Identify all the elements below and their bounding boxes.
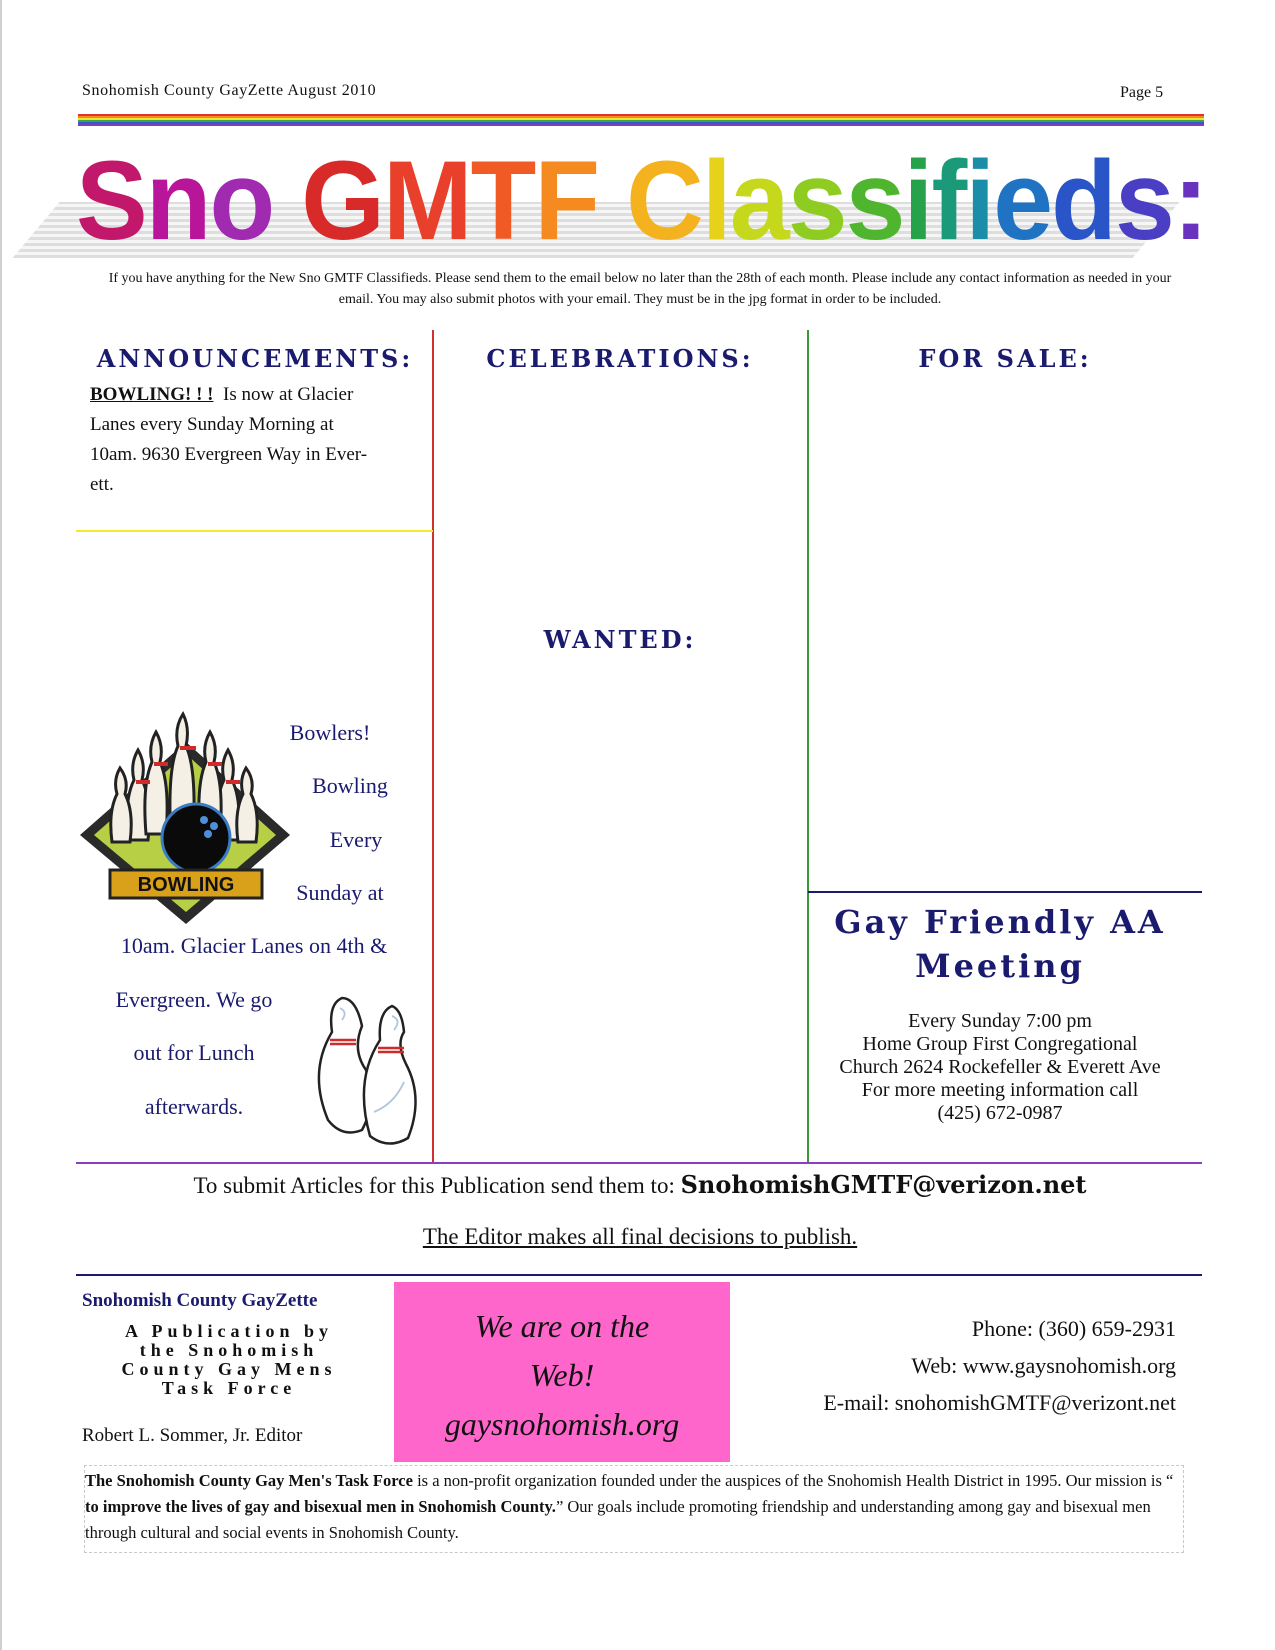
submit-articles xyxy=(80,1170,1200,1199)
heading-wanted: WANTED: xyxy=(543,625,697,654)
bowling-sign-label: BOWLING xyxy=(137,874,235,896)
title-letter: i xyxy=(903,138,932,263)
divider-submit xyxy=(76,1162,1202,1164)
title-letter: F xyxy=(534,138,599,263)
announcement-line: ett. xyxy=(90,474,114,495)
announcement-line: 10am. 9630 Evergreen Way in Ever- xyxy=(90,444,368,465)
rainbow-rule xyxy=(78,114,1204,128)
web-promo-line: We are on the xyxy=(474,1308,650,1344)
contact-web-link[interactable]: Web: www.gaysnohomish.org xyxy=(911,1353,1176,1378)
footer-publisher xyxy=(90,1322,368,1398)
title-letter: o xyxy=(209,138,274,263)
contact-email-link[interactable]: E-mail: snohomishGMTF@verizont.net xyxy=(823,1390,1176,1415)
mission-text: is a non-profit organization founded under the auspices of the Snohomish Health District in 1995. Our mission is “ xyxy=(412,1471,1174,1490)
submit-text: To submit Articles for this Publication send them to: xyxy=(193,1173,675,1198)
bowlers-line: Bowlers! xyxy=(289,720,371,745)
aa-detail-line: For more meeting information call xyxy=(861,1079,1139,1101)
title-letter: a xyxy=(729,138,788,263)
footer-publisher-line: County Gay Mens xyxy=(121,1359,337,1379)
heading-celebrations: CELEBRATIONS: xyxy=(486,344,754,373)
page-title xyxy=(76,136,1206,266)
header-publication: Snohomish County GayZette August 2010 xyxy=(82,82,377,99)
title-letter: T xyxy=(470,138,535,263)
aa-meeting-title xyxy=(800,900,1200,988)
bowlers-line: Sunday at xyxy=(296,880,384,905)
editor-decision-note: The Editor makes all final decisions to publish. xyxy=(422,1224,858,1249)
mission-goal: to improve the lives of gay and bisexual men in Snohomish County. xyxy=(85,1497,556,1516)
bowlers-line: Bowling xyxy=(312,773,388,798)
footer-publication-name: Snohomish County GayZette xyxy=(82,1290,318,1311)
title-text xyxy=(76,138,1207,263)
title-letter: i xyxy=(965,138,994,263)
contact-info xyxy=(740,1310,1176,1421)
title-letter: s xyxy=(787,138,846,263)
divider-left-column xyxy=(432,330,434,1162)
bowlers-line: afterwards. xyxy=(144,1094,244,1119)
web-promo-link[interactable]: gaysnohomish.org xyxy=(444,1406,680,1442)
intro-text: If you have anything for the New Sno GMTF Classifieds. Please send them to the email below no later than the 28th of each month. Please include any contact information as needed in your email. You may also submit photos with your email. They must be in the jpg format in order to be included. xyxy=(108,271,1172,307)
title-letter: d xyxy=(1051,138,1115,263)
mission-text: ” Our goals include promoting friendship and understanding among gay and bisexual men through cultural and social events in Snohomish County. xyxy=(85,1497,1151,1542)
title-letter: f xyxy=(931,138,966,263)
aa-detail-line: (425) 672-0987 xyxy=(937,1102,1063,1124)
submit-email-link[interactable]: SnohomishGMTF@verizon.net xyxy=(680,1170,1087,1199)
footer-publisher-line: A Publication by xyxy=(124,1321,334,1341)
bowlers-line: out for Lunch xyxy=(133,1040,255,1065)
title-letter: s xyxy=(1114,138,1173,263)
contact-phone: Phone: (360) 659-2931 xyxy=(971,1316,1176,1341)
title-letter: n xyxy=(145,138,210,263)
bowlers-line: Evergreen. We go xyxy=(115,987,273,1012)
aa-detail-line: Church 2624 Rockefeller & Everett Ave xyxy=(839,1056,1161,1078)
divider-announcements xyxy=(76,530,433,532)
announcement-line: Is now at Glacier xyxy=(223,384,354,405)
aa-detail-line: Home Group First Congregational xyxy=(862,1033,1138,1055)
title-letter: S xyxy=(76,138,146,263)
footer-editor: Robert L. Sommer, Jr. Editor xyxy=(82,1425,303,1446)
divider-footer xyxy=(76,1274,1202,1276)
footer-publisher-line: Task Force xyxy=(161,1378,297,1398)
divider-aa xyxy=(808,891,1202,893)
aa-title-line: Meeting xyxy=(915,947,1085,985)
heading-for-sale: FOR SALE: xyxy=(918,344,1092,373)
web-promo-box xyxy=(394,1282,730,1462)
title-letter: C xyxy=(626,138,702,263)
two-pins-clipart xyxy=(312,994,430,1152)
title-letter: s xyxy=(845,138,904,263)
mission-statement xyxy=(84,1465,1184,1553)
web-promo-line: Web! xyxy=(529,1357,595,1393)
title-letter xyxy=(273,138,301,263)
header-page-number: Page 5 xyxy=(1120,84,1164,101)
footer-publisher-line: the Snohomish xyxy=(139,1340,319,1360)
title-letter: l xyxy=(701,138,730,263)
bowlers-line: 10am. Glacier Lanes on 4th & xyxy=(120,933,388,958)
bowling-pins-clipart xyxy=(78,710,293,928)
title-letter: : xyxy=(1172,138,1207,263)
title-letter xyxy=(598,138,626,263)
announcement-line: Lanes every Sunday Morning at xyxy=(90,414,334,435)
aa-meeting-details xyxy=(800,1010,1200,1125)
announcement-lead: BOWLING! ! ! xyxy=(90,384,214,405)
mission-org-name: The Snohomish County Gay Men's Task Force xyxy=(85,1471,413,1490)
aa-detail-line: Every Sunday 7:00 pm xyxy=(908,1010,1092,1032)
page-left-edge xyxy=(0,0,2,1650)
bowlers-line: Every xyxy=(329,827,383,852)
aa-title-line: Gay Friendly AA xyxy=(834,903,1166,941)
title-letter: e xyxy=(993,138,1052,263)
announcement-bowling xyxy=(90,380,412,500)
title-letter: G xyxy=(301,138,384,263)
title-letter: M xyxy=(383,138,471,263)
heading-announcements: ANNOUNCEMENTS: xyxy=(96,344,414,373)
